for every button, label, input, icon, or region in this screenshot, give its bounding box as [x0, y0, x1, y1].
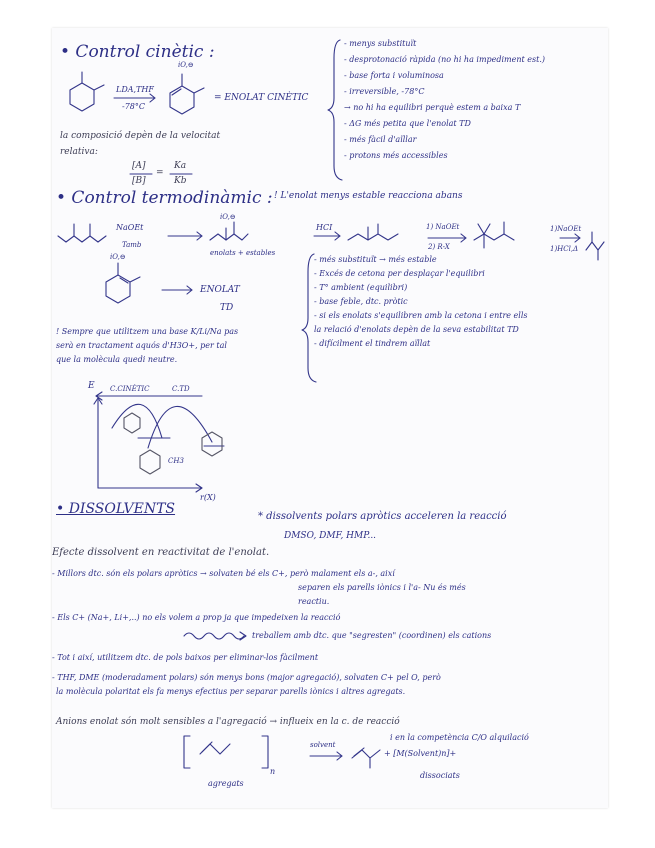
solvent-line: separen els parells iònics i l'a- Nu és més — [298, 583, 466, 592]
solvent-line: - THF, DME (moderadament polars) són menys bons (major agregació), solvaten C+ pel O, però — [52, 673, 441, 682]
composition-line-1: la composició depèn de la velocitat — [60, 131, 221, 141]
thermo-note: - base feble, dtc. pròtic — [314, 297, 408, 306]
ratio-left-denominator: [B] — [132, 176, 146, 186]
thermo-enolate-charge: iO,⊖ — [220, 213, 236, 221]
thermo-note: - T° ambient (equilibri) — [314, 283, 408, 292]
thermo-notes-list — [314, 256, 528, 354]
kinetic-enolate-structure — [170, 74, 204, 114]
kinetic-note: - menys substituït — [344, 39, 417, 48]
kinetic-charge: iO,⊖ — [178, 61, 194, 69]
ratio-left-numerator: [A] — [132, 161, 146, 171]
kinetic-note: - protons més accessibles — [344, 151, 448, 160]
thermo-title: • Control termodinàmic : — [56, 188, 273, 208]
kinetic-notes-list — [344, 40, 545, 168]
solvents-highlight: * dissolvents polars apròtics acceleren la reacció — [258, 511, 507, 522]
thermodynamic-enolate-structure — [106, 263, 140, 303]
kinetic-note: - ΔG més petita que l'enolat TD — [344, 119, 471, 128]
solvent-arrow-label: solvent — [310, 741, 336, 749]
composition-line-2: relativa: — [60, 147, 98, 157]
warning-line: serà en tractament aquós d'H3O+, per tal — [56, 341, 227, 350]
thermo-reagent1-bottom: Tamb — [122, 241, 142, 249]
warning-line: que la molècula quedi neutre. — [56, 355, 178, 364]
subscript-n: n — [270, 767, 276, 776]
solvent-line: - Els C+ (Na+, Li+,..) no els volem a prop ja que impedeixen la reacció — [52, 613, 341, 622]
dissociats-label: dissociats — [420, 771, 460, 780]
graph-x-label: r(X) — [200, 493, 216, 502]
thermo-reagent3-bottom: 2) R-X — [428, 243, 450, 251]
thermo-reagent4-bottom: 1)HCl,Δ — [550, 245, 579, 253]
kinetic-notes-bracket — [328, 40, 342, 180]
thermo-enolate2-charge: iO,⊖ — [110, 253, 126, 261]
ratio-equals: = — [156, 168, 164, 178]
thermo-side-note: ! L'enolat menys estable reacciona abans — [274, 191, 463, 201]
anions-line-2: i en la competència C/O alquilació — [390, 733, 529, 742]
cyclohexanone-structure — [70, 72, 104, 111]
kinetic-note: → no hi ha equilibri perquè estem a baixa T — [344, 103, 521, 112]
kinetic-title: • Control cinètic : — [60, 42, 215, 62]
final-ketone-structure — [586, 232, 604, 260]
ratio-right-numerator: Ka — [174, 161, 187, 171]
thermo-note: - més substituït → més estable — [314, 255, 437, 264]
thermo-note: - Excés de cetona per desplaçar l'equilibri — [314, 269, 485, 278]
stabilized-enolate-structure — [210, 222, 248, 240]
graph-td-label: C.TD — [172, 385, 190, 393]
thermo-reagent2: HCI — [316, 223, 333, 232]
solvent-line: - Tot i així, utilitzem dtc. de pols baixos per eliminar-los fàcilment — [52, 653, 319, 662]
thermo-reagent3-top: 1) NaOEt — [426, 223, 460, 231]
diketone-ester-structure — [58, 224, 106, 242]
warning-line: ! Sempre que utilitzem una base K/Li/Na pas — [56, 327, 239, 336]
thermo-enolate-td-label: ENOLAT — [200, 285, 240, 295]
kinetic-enolate-label: = ENOLAT CINÈTIC — [214, 93, 309, 103]
ratio-right-denominator: Kb — [174, 176, 187, 186]
kinetic-reagent-top: LDA,THF — [116, 85, 154, 94]
solvent-line: reactiu. — [298, 597, 330, 606]
graph-energy-label: E — [88, 381, 95, 391]
energy-diagram — [94, 392, 224, 492]
solvent-line: la molècula polaritat els fa menys efectius per separar parells iònics i altres agregats. — [56, 687, 406, 696]
thermo-warning — [56, 328, 238, 370]
thermo-td-label: TD — [220, 303, 234, 313]
notebook-page — [52, 28, 608, 808]
solvent-line: treballem amb dtc. que "segresten" (coordinen) els cations — [252, 631, 492, 640]
kinetic-note: - més fàcil d'aïllar — [344, 135, 417, 144]
thermo-enolate-label: enolats + estables — [210, 249, 276, 257]
solvents-effect-heading: Efecte dissolvent en reactivitat de l'enolat. — [52, 547, 270, 558]
graph-kinetic-label: C.CINÈTIC — [110, 385, 150, 393]
kinetic-note: - desprotonació ràpida (no hi ha impediment est.) — [344, 55, 546, 64]
agregat-label: agregats — [208, 779, 244, 788]
thermo-reagent4-top: 1)NaOEt — [550, 225, 582, 233]
thermo-note: - si els enolats s'equilibren amb la cetona i entre ells — [314, 311, 528, 320]
kinetic-reagent-bottom: -78°C — [122, 102, 146, 111]
thermo-reagent1-top: NaOEt — [116, 223, 144, 232]
product-label: + [M(Solvent)n]+ — [384, 749, 457, 758]
dissociated-enolate-structure — [352, 748, 380, 768]
thermo-note: la relació d'enolats depèn de la seva estabilitat TD — [314, 325, 519, 334]
wavy-arrow — [184, 633, 244, 639]
graph-ch3-label: CH3 — [168, 457, 184, 465]
solvents-title: • DISSOLVENTS — [56, 501, 176, 517]
kinetic-note: - irreversible, -78°C — [344, 87, 425, 96]
solvents-examples: DMSO, DMF, HMP... — [284, 531, 377, 541]
anions-line: Anions enolat són molt sensibles a l'agregació → influeix en la c. de reacció — [56, 717, 400, 727]
thermo-note: - difícilment el tindrem aïllat — [314, 339, 431, 348]
kinetic-note: - base forta i voluminosa — [344, 71, 444, 80]
solvent-line: - Millors dtc. són els polars apròtics → solvaten bé els C+, però malament els a-, així — [52, 569, 395, 578]
enolate-aggregate-structure — [184, 736, 268, 768]
alkylated-diketone-structure — [348, 224, 398, 240]
dialkylated-structure — [474, 222, 514, 248]
